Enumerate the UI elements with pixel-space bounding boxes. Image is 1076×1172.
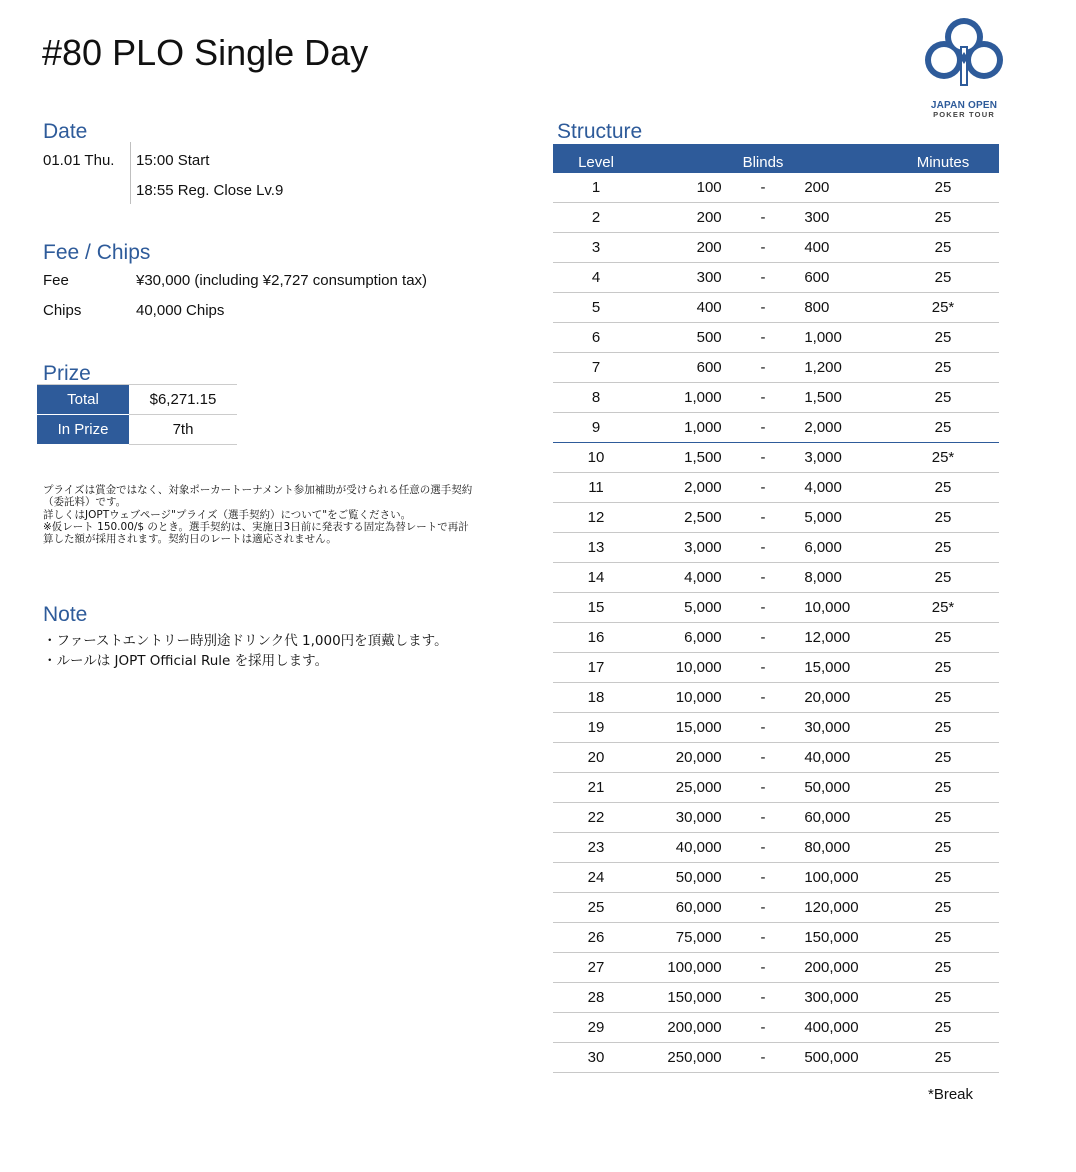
minutes-cell: 25 <box>887 1043 999 1073</box>
small-blind-cell: 100 <box>639 173 722 203</box>
structure-row <box>553 413 999 443</box>
prize-total-row <box>37 385 237 415</box>
structure-row <box>553 893 999 923</box>
structure-row <box>553 443 999 473</box>
structure-row <box>553 683 999 713</box>
level-cell: 2 <box>553 203 639 233</box>
date-divider <box>130 142 131 204</box>
club-logo-icon <box>924 16 1004 96</box>
note-line: ・ルールは JOPT Official Rule を採用します。 <box>43 653 329 669</box>
page-title: #80 PLO Single Day <box>42 32 369 73</box>
chips-value: 40,000 Chips <box>136 302 225 319</box>
big-blind-cell: 1,000 <box>804 323 887 353</box>
level-cell: 25 <box>553 893 639 923</box>
note-line: ・ファーストエントリー時別途ドリンク代 1,000円を頂戴します。 <box>43 633 448 649</box>
small-blind-cell: 30,000 <box>639 803 722 833</box>
blind-separator: - <box>722 653 805 683</box>
note-heading: Note <box>43 603 88 626</box>
big-blind-cell: 10,000 <box>804 593 887 623</box>
minutes-cell: 25 <box>887 353 999 383</box>
level-cell: 14 <box>553 563 639 593</box>
big-blind-cell: 200,000 <box>804 953 887 983</box>
level-cell: 26 <box>553 923 639 953</box>
blind-separator: - <box>722 953 805 983</box>
blind-separator: - <box>722 533 805 563</box>
minutes-cell: 25* <box>887 443 999 473</box>
minutes-cell: 25 <box>887 653 999 683</box>
fine-print-line: プライズは賞金ではなく、対象ポーカートーナメント参加補助が受けられる任意の選手契約 <box>43 484 473 496</box>
date-start: 15:00 Start <box>136 152 210 169</box>
minutes-cell: 25 <box>887 233 999 263</box>
fine-print-line: （委託料）です。 <box>43 496 127 509</box>
level-cell: 7 <box>553 353 639 383</box>
blind-separator: - <box>722 863 805 893</box>
level-cell: 27 <box>553 953 639 983</box>
logo-text-japan-open: JAPAN OPEN <box>930 100 998 111</box>
fee-chips-heading: Fee / Chips <box>43 241 151 264</box>
big-blind-cell: 120,000 <box>804 893 887 923</box>
level-cell: 29 <box>553 1013 639 1043</box>
blind-separator: - <box>722 293 805 323</box>
small-blind-cell: 10,000 <box>639 683 722 713</box>
minutes-cell: 25 <box>887 803 999 833</box>
structure-row <box>553 863 999 893</box>
minutes-cell: 25 <box>887 953 999 983</box>
minutes-cell: 25 <box>887 923 999 953</box>
blind-separator: - <box>722 683 805 713</box>
small-blind-cell: 2,500 <box>639 503 722 533</box>
blind-separator: - <box>722 923 805 953</box>
prize-inprize-label: In Prize <box>37 415 129 445</box>
level-cell: 1 <box>553 173 639 203</box>
level-cell: 19 <box>553 713 639 743</box>
big-blind-cell: 300 <box>804 203 887 233</box>
level-cell: 11 <box>553 473 639 503</box>
big-blind-cell: 15,000 <box>804 653 887 683</box>
level-cell: 18 <box>553 683 639 713</box>
small-blind-cell: 15,000 <box>639 713 722 743</box>
blind-separator: - <box>722 233 805 263</box>
date-day: 01.01 Thu. <box>43 152 115 169</box>
level-cell: 30 <box>553 1043 639 1073</box>
small-blind-cell: 4,000 <box>639 563 722 593</box>
blind-separator: - <box>722 983 805 1013</box>
structure-row <box>553 1013 999 1043</box>
structure-row <box>553 173 999 203</box>
minutes-cell: 25 <box>887 1013 999 1043</box>
big-blind-cell: 60,000 <box>804 803 887 833</box>
big-blind-cell: 12,000 <box>804 623 887 653</box>
blind-separator: - <box>722 593 805 623</box>
blind-separator: - <box>722 173 805 203</box>
small-blind-cell: 75,000 <box>639 923 722 953</box>
logo-text-poker-tour: POKER TOUR <box>933 110 995 119</box>
structure-row <box>553 233 999 263</box>
blind-separator: - <box>722 383 805 413</box>
level-cell: 15 <box>553 593 639 623</box>
big-blind-cell: 5,000 <box>804 503 887 533</box>
prize-table <box>37 384 237 445</box>
structure-row <box>553 473 999 503</box>
structure-row <box>553 1043 999 1073</box>
level-cell: 24 <box>553 863 639 893</box>
date-reg-close: 18:55 Reg. Close Lv.9 <box>136 182 284 199</box>
prize-inprize-value: 7th <box>129 415 237 445</box>
big-blind-cell: 1,500 <box>804 383 887 413</box>
small-blind-cell: 2,000 <box>639 473 722 503</box>
blind-separator: - <box>722 773 805 803</box>
small-blind-cell: 250,000 <box>639 1043 722 1073</box>
big-blind-cell: 40,000 <box>804 743 887 773</box>
fine-print-line: ※仮レート 150.00/$ のとき。選手契約は、実施日3日前に発表する固定為替レートで再計 <box>43 520 469 533</box>
minutes-cell: 25 <box>887 983 999 1013</box>
small-blind-cell: 50,000 <box>639 863 722 893</box>
big-blind-cell: 3,000 <box>804 443 887 473</box>
minutes-cell: 25 <box>887 893 999 923</box>
small-blind-cell: 600 <box>639 353 722 383</box>
minutes-cell: 25 <box>887 623 999 653</box>
level-cell: 23 <box>553 833 639 863</box>
fee-value: ¥30,000 (including ¥2,727 consumption tax) <box>136 272 428 289</box>
level-cell: 12 <box>553 503 639 533</box>
prize-inprize-row <box>37 415 237 445</box>
structure-row <box>553 623 999 653</box>
big-blind-cell: 50,000 <box>804 773 887 803</box>
note-list <box>43 631 448 671</box>
chips-label: Chips <box>43 302 82 319</box>
structure-row <box>553 953 999 983</box>
big-blind-cell: 400,000 <box>804 1013 887 1043</box>
blind-separator: - <box>722 833 805 863</box>
small-blind-cell: 200 <box>639 233 722 263</box>
structure-heading: Structure <box>557 120 643 143</box>
level-cell: 20 <box>553 743 639 773</box>
blind-separator: - <box>722 413 805 443</box>
level-cell: 28 <box>553 983 639 1013</box>
small-blind-cell: 3,000 <box>639 533 722 563</box>
big-blind-cell: 200 <box>804 173 887 203</box>
small-blind-cell: 6,000 <box>639 623 722 653</box>
structure-row <box>553 803 999 833</box>
big-blind-cell: 6,000 <box>804 533 887 563</box>
date-heading: Date <box>43 120 88 143</box>
small-blind-cell: 100,000 <box>639 953 722 983</box>
col-level-header: Level <box>553 144 639 173</box>
structure-table <box>553 144 999 1073</box>
big-blind-cell: 2,000 <box>804 413 887 443</box>
big-blind-cell: 4,000 <box>804 473 887 503</box>
structure-row <box>553 713 999 743</box>
structure-row <box>553 503 999 533</box>
structure-row <box>553 833 999 863</box>
structure-row <box>553 743 999 773</box>
level-cell: 22 <box>553 803 639 833</box>
minutes-cell: 25 <box>887 743 999 773</box>
structure-row <box>553 923 999 953</box>
structure-row <box>553 653 999 683</box>
structure-row <box>553 533 999 563</box>
minutes-cell: 25 <box>887 263 999 293</box>
minutes-cell: 25 <box>887 203 999 233</box>
small-blind-cell: 20,000 <box>639 743 722 773</box>
small-blind-cell: 500 <box>639 323 722 353</box>
col-minutes-header: Minutes <box>887 144 999 173</box>
minutes-cell: 25 <box>887 863 999 893</box>
big-blind-cell: 150,000 <box>804 923 887 953</box>
prize-fine-print <box>43 484 472 545</box>
level-cell: 6 <box>553 323 639 353</box>
small-blind-cell: 400 <box>639 293 722 323</box>
small-blind-cell: 1,500 <box>639 443 722 473</box>
small-blind-cell: 5,000 <box>639 593 722 623</box>
blind-separator: - <box>722 1013 805 1043</box>
prize-heading: Prize <box>43 362 91 385</box>
minutes-cell: 25* <box>887 293 999 323</box>
fee-label: Fee <box>43 272 69 289</box>
minutes-cell: 25 <box>887 563 999 593</box>
minutes-cell: 25 <box>887 383 999 413</box>
minutes-cell: 25 <box>887 503 999 533</box>
level-cell: 21 <box>553 773 639 803</box>
blind-separator: - <box>722 893 805 923</box>
structure-row <box>553 353 999 383</box>
prize-total-value: $6,271.15 <box>129 385 237 415</box>
big-blind-cell: 500,000 <box>804 1043 887 1073</box>
big-blind-cell: 20,000 <box>804 683 887 713</box>
structure-row <box>553 263 999 293</box>
blind-separator: - <box>722 713 805 743</box>
blind-separator: - <box>722 503 805 533</box>
small-blind-cell: 40,000 <box>639 833 722 863</box>
minutes-cell: 25 <box>887 683 999 713</box>
level-cell: 8 <box>553 383 639 413</box>
blind-separator: - <box>722 563 805 593</box>
blind-separator: - <box>722 623 805 653</box>
big-blind-cell: 8,000 <box>804 563 887 593</box>
blind-separator: - <box>722 203 805 233</box>
structure-row <box>553 563 999 593</box>
big-blind-cell: 1,200 <box>804 353 887 383</box>
big-blind-cell: 300,000 <box>804 983 887 1013</box>
small-blind-cell: 10,000 <box>639 653 722 683</box>
fine-print-line: 詳しくはJOPTウェブページ"プライズ（選手契約）について"をご覧ください。 <box>43 508 412 521</box>
big-blind-cell: 600 <box>804 263 887 293</box>
structure-row <box>553 293 999 323</box>
big-blind-cell: 80,000 <box>804 833 887 863</box>
blind-separator: - <box>722 1043 805 1073</box>
structure-row <box>553 203 999 233</box>
level-cell: 16 <box>553 623 639 653</box>
level-cell: 10 <box>553 443 639 473</box>
prize-total-label: Total <box>37 385 129 415</box>
level-cell: 4 <box>553 263 639 293</box>
blind-separator: - <box>722 443 805 473</box>
minutes-cell: 25 <box>887 833 999 863</box>
blind-separator: - <box>722 353 805 383</box>
level-cell: 13 <box>553 533 639 563</box>
big-blind-cell: 400 <box>804 233 887 263</box>
structure-header-row <box>553 144 999 173</box>
big-blind-cell: 100,000 <box>804 863 887 893</box>
minutes-cell: 25 <box>887 713 999 743</box>
structure-row <box>553 773 999 803</box>
small-blind-cell: 300 <box>639 263 722 293</box>
small-blind-cell: 1,000 <box>639 383 722 413</box>
big-blind-cell: 30,000 <box>804 713 887 743</box>
small-blind-cell: 150,000 <box>639 983 722 1013</box>
structure-row <box>553 593 999 623</box>
level-cell: 9 <box>553 413 639 443</box>
small-blind-cell: 200,000 <box>639 1013 722 1043</box>
level-cell: 5 <box>553 293 639 323</box>
structure-row <box>553 323 999 353</box>
blind-separator: - <box>722 803 805 833</box>
big-blind-cell: 800 <box>804 293 887 323</box>
small-blind-cell: 200 <box>639 203 722 233</box>
small-blind-cell: 60,000 <box>639 893 722 923</box>
minutes-cell: 25 <box>887 413 999 443</box>
break-note: *Break <box>928 1086 974 1103</box>
fine-print-line: 算した額が採用されます。契約日のレートは適応されません。 <box>43 533 337 546</box>
minutes-cell: 25 <box>887 533 999 563</box>
structure-row <box>553 983 999 1013</box>
minutes-cell: 25 <box>887 173 999 203</box>
blind-separator: - <box>722 263 805 293</box>
minutes-cell: 25 <box>887 323 999 353</box>
small-blind-cell: 25,000 <box>639 773 722 803</box>
blind-separator: - <box>722 473 805 503</box>
blind-separator: - <box>722 323 805 353</box>
minutes-cell: 25 <box>887 473 999 503</box>
blind-separator: - <box>722 743 805 773</box>
small-blind-cell: 1,000 <box>639 413 722 443</box>
minutes-cell: 25* <box>887 593 999 623</box>
minutes-cell: 25 <box>887 773 999 803</box>
level-cell: 3 <box>553 233 639 263</box>
level-cell: 17 <box>553 653 639 683</box>
structure-row <box>553 383 999 413</box>
col-blinds-header: Blinds <box>639 144 887 173</box>
